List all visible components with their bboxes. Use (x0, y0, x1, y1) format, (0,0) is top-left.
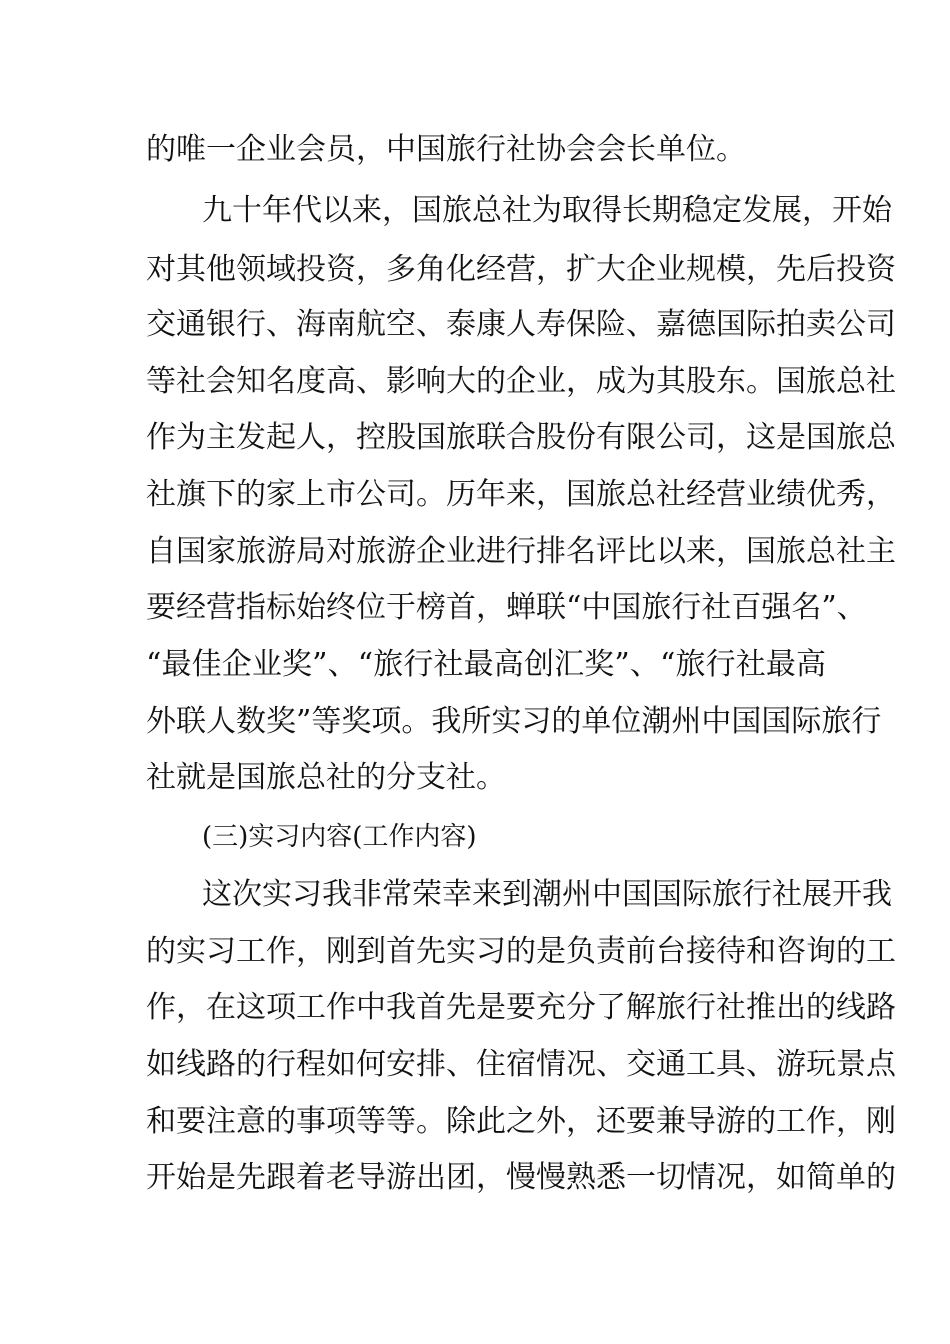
text-line: 和要注意的事项等等。除此之外，还要兼导游的工作，刚 (146, 1104, 896, 1139)
text-line: 社就是国旅总社的分支社。 (146, 760, 506, 795)
text-line: 等社会知名度高、影响大的企业，成为其股东。国旅总社 (146, 364, 896, 399)
text-line: 作，在这项工作中我首先是要充分了解旅行社推出的线路 (146, 990, 896, 1025)
text-line: 开始是先跟着老导游出团，慢慢熟悉一切情况，如简单的 (146, 1160, 896, 1195)
text-line: 外联人数奖”等奖项。我所实习的单位潮州中国国际旅行 (146, 704, 882, 739)
text-line: “最佳企业奖”、“旅行社最高创汇奖”、“旅行社最高 (146, 647, 826, 682)
section-heading: (三)实习内容(工作内容) (202, 822, 477, 852)
text-line: 交通银行、海南航空、泰康人寿保险、嘉德国际拍卖公司 (146, 307, 896, 342)
text-line: 的实习工作，刚到首先实习的是负责前台接待和咨询的工 (146, 934, 896, 969)
paragraph-first-line: 这次实习我非常荣幸来到潮州中国国际旅行社展开我 (202, 877, 892, 912)
text-line: 对其他领域投资，多角化经营，扩大企业规模，先后投资 (146, 252, 896, 287)
text-line: 作为主发起人，控股国旅联合股份有限公司，这是国旅总 (146, 420, 896, 455)
text-line: 要经营指标始终位于榜首，蝉联“中国旅行社百强名”、 (146, 590, 867, 625)
paragraph-first-line: 九十年代以来，国旅总社为取得长期稳定发展，开始 (202, 193, 892, 228)
text-line: 社旗下的家上市公司。历年来，国旅总社经营业绩优秀， (146, 477, 896, 512)
text-line: 自国家旅游局对旅游企业进行排名评比以来，国旅总社主 (146, 534, 896, 569)
text-line: 如线路的行程如何安排、住宿情况、交通工具、游玩景点 (146, 1047, 896, 1082)
text-line: 的唯一企业会员，中国旅行社协会会长单位。 (146, 132, 746, 167)
